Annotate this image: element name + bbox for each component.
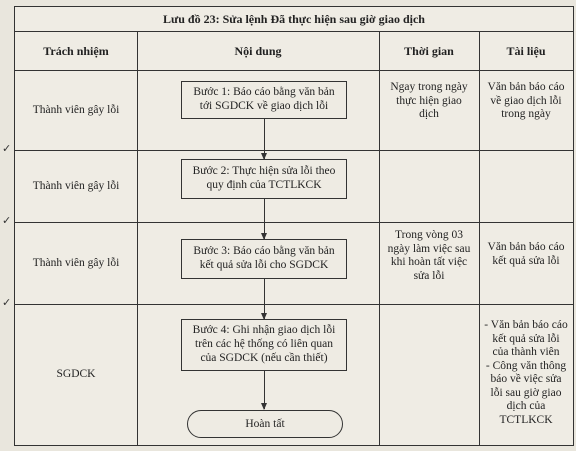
page-title: Lưu đồ 23: Sửa lệnh Đã thực hiện sau giờ giao dịch	[15, 7, 573, 32]
row2-responsibility: Thành viên gây lỗi	[32, 179, 120, 192]
flow-arrow	[264, 371, 265, 409]
step3-box: Bước 3: Báo cáo bằng văn bản kết quả sửa lỗi cho SGDCK	[181, 239, 347, 279]
header-documents: Tài liệu	[506, 43, 546, 58]
flowchart-table	[14, 6, 574, 446]
header-responsibility: Trách nhiệm	[43, 43, 109, 58]
column-divider	[137, 31, 138, 445]
header-content: Nội dung	[234, 43, 282, 58]
step4-box: Bước 4: Ghi nhận giao dịch lỗi trên các hệ thống có liên quan của SGDCK (nếu cần thiết)	[181, 319, 347, 371]
row3-time: Trong vòng 03 ngày làm việc sau khi hoàn tất việc sửa lỗi	[387, 229, 471, 282]
flow-arrow	[264, 119, 265, 159]
row1-documents: Văn bản báo cáo về giao dịch lỗi trong ngày	[487, 81, 565, 121]
document-item: - Công văn thông báo về việc sửa lỗi sau giờ giao dịch của TCTLKCK	[485, 359, 567, 426]
document-item: - Văn bản báo cáo kết quả sửa lỗi của thành viên	[484, 319, 568, 359]
flow-arrow	[264, 199, 265, 239]
header-time: Thời gian	[404, 43, 454, 58]
row1-time: Ngay trong ngày thực hiện giao dịch	[390, 81, 468, 121]
check-icon: ✓	[2, 143, 12, 155]
check-icon: ✓	[2, 297, 12, 309]
step2-box: Bước 2: Thực hiện sửa lỗi theo quy định của TCTLKCK	[181, 159, 347, 199]
flow-arrow	[264, 279, 265, 319]
row4-documents	[479, 319, 573, 429]
step1-box: Bước 1: Báo cáo bằng văn bản tới SGDCK về giao dịch lỗi	[181, 81, 347, 119]
row3-responsibility: Thành viên gây lỗi	[32, 256, 120, 269]
row1-responsibility: Thành viên gây lỗi	[32, 103, 120, 116]
row4-responsibility: SGDCK	[56, 368, 96, 381]
row3-documents: Văn bản báo cáo kết quả sửa lỗi	[487, 241, 565, 267]
end-terminal: Hoàn tất	[187, 410, 343, 438]
check-icon: ✓	[2, 215, 12, 227]
